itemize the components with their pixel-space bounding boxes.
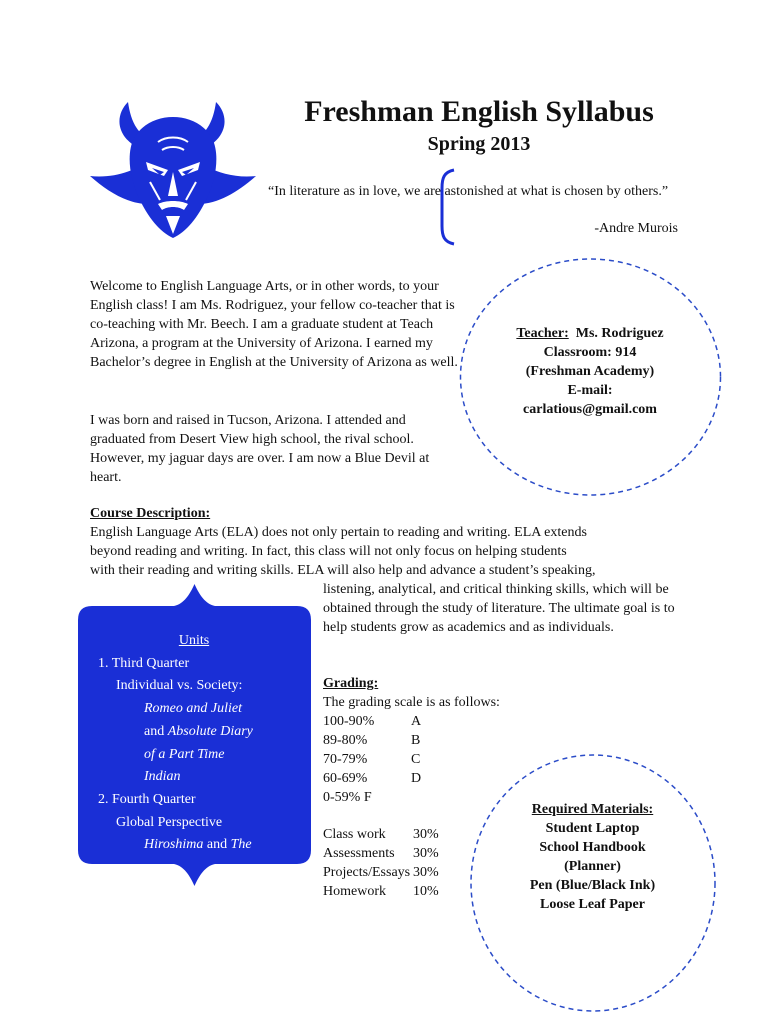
grade-letter: A [411, 714, 422, 729]
weight-row [323, 844, 439, 863]
weight-row [323, 882, 439, 901]
weight-value: 30% [413, 865, 439, 880]
unit-theme: Individual vs. Society: [116, 678, 243, 694]
unit-quarter-3: 1. Third Quarter [98, 655, 190, 671]
grade-range: 100-90% [323, 714, 375, 729]
weight-value: 30% [413, 846, 439, 861]
classroom: Classroom: 914 [543, 345, 637, 360]
intro-paragraph: Welcome to English Language Arts, or in other words, to your English class! I am Ms. Rodriguez, your fellow co-teacher that is co-teaching with Mr. Beech. I am a graduate student at Teach Arizona, a program at the University of Arizona. I earned my Bachelor’s degree in English at the University of Arizona as well. [90, 279, 458, 370]
email-label: E-mail: [567, 383, 613, 398]
page-subtitle: Spring 2013 [427, 133, 531, 155]
weight-value: 10% [413, 884, 439, 899]
grade-letter: B [411, 733, 421, 748]
page-title: Freshman English Syllabus [304, 95, 654, 128]
grade-range: 89-80% [323, 733, 368, 748]
bracket-decoration-icon [436, 168, 458, 246]
bio-paragraph: I was born and raised in Tucson, Arizona. I attended and graduated from Desert View high school, the rival school. However, my jaguar days are over. I am now a Blue Devil at heart. [90, 413, 430, 485]
book-title: Absolute Diary [167, 723, 253, 739]
grade-letter [411, 788, 451, 807]
grade-row [323, 731, 451, 750]
material-item: Student Laptop [545, 821, 640, 836]
materials-heading: Required Materials: [531, 802, 654, 817]
grading-heading: Grading: [323, 676, 379, 691]
book-title: Hiroshima [144, 837, 204, 853]
material-item: Pen (Blue/Black Ink) [529, 878, 656, 893]
blue-devil-mascot-icon [88, 92, 258, 242]
grade-scale-table [323, 712, 451, 807]
weight-row [323, 863, 439, 882]
course-description-heading: Course Description: [90, 506, 211, 521]
academy: (Freshman Academy) [525, 364, 655, 379]
grade-range: 60-69% [323, 771, 368, 786]
book-title: Indian [144, 769, 181, 785]
quote-author: -Andre Murois [594, 221, 678, 236]
weight-label: Assessments [323, 846, 395, 861]
course-description-continued: listening, analytical, and critical thinking skills, which will be obtained through the study of literature. The ultimate goal is to help students grow as academics and as individuals. [323, 582, 675, 635]
units-title: Units [178, 633, 210, 648]
grade-range: 0-59% F [323, 790, 372, 805]
conjunction: and [206, 837, 228, 853]
weight-value: 30% [413, 827, 439, 842]
units-box [90, 630, 298, 857]
book-title-line [90, 721, 298, 744]
weight-label: Homework [323, 884, 386, 899]
grade-row [323, 712, 451, 731]
grade-weights-table [323, 825, 439, 901]
grade-range: 70-79% [323, 752, 368, 767]
material-item: (Planner) [564, 859, 621, 874]
grade-row [323, 788, 451, 807]
weight-label: Projects/Essays [323, 865, 411, 880]
teacher-label: Teacher: [516, 326, 569, 341]
quote-text: “In literature as in love, we are astonished at what is chosen by others.” [268, 184, 669, 199]
teacher-info [475, 324, 705, 419]
email-address: carlatious@gmail.com [523, 402, 657, 417]
weight-row [323, 825, 439, 844]
book-title: Romeo and Juliet [144, 701, 242, 717]
course-description-line: English Language Arts (ELA) does not only pertain to reading and writing. ELA extends [90, 525, 587, 540]
grade-row [323, 769, 451, 788]
material-item: School Handbook [539, 840, 646, 855]
teacher-name-line [475, 324, 705, 343]
course-description-line: with their reading and writing skills. ELA will also help and advance a student’s speaking, [90, 563, 596, 578]
unit-quarter-4: 2. Fourth Quarter [98, 791, 196, 807]
teacher-name: Ms. Rodriguez [575, 326, 664, 341]
grade-letter: C [411, 752, 421, 767]
material-item: Loose Leaf Paper [540, 897, 645, 912]
course-description-line: beyond reading and writing. In fact, this class will not only focus on helping students [90, 544, 567, 559]
grading-intro: The grading scale is as follows: [323, 695, 500, 710]
required-materials [480, 800, 705, 914]
unit-theme: Global Perspective [116, 814, 223, 830]
conjunction: and [144, 723, 165, 739]
book-title: of a Part Time [144, 746, 225, 762]
grade-letter: D [411, 771, 422, 786]
grade-row [323, 750, 451, 769]
book-title-line [90, 834, 298, 857]
book-title: The [230, 837, 252, 853]
weight-label: Class work [323, 827, 386, 842]
